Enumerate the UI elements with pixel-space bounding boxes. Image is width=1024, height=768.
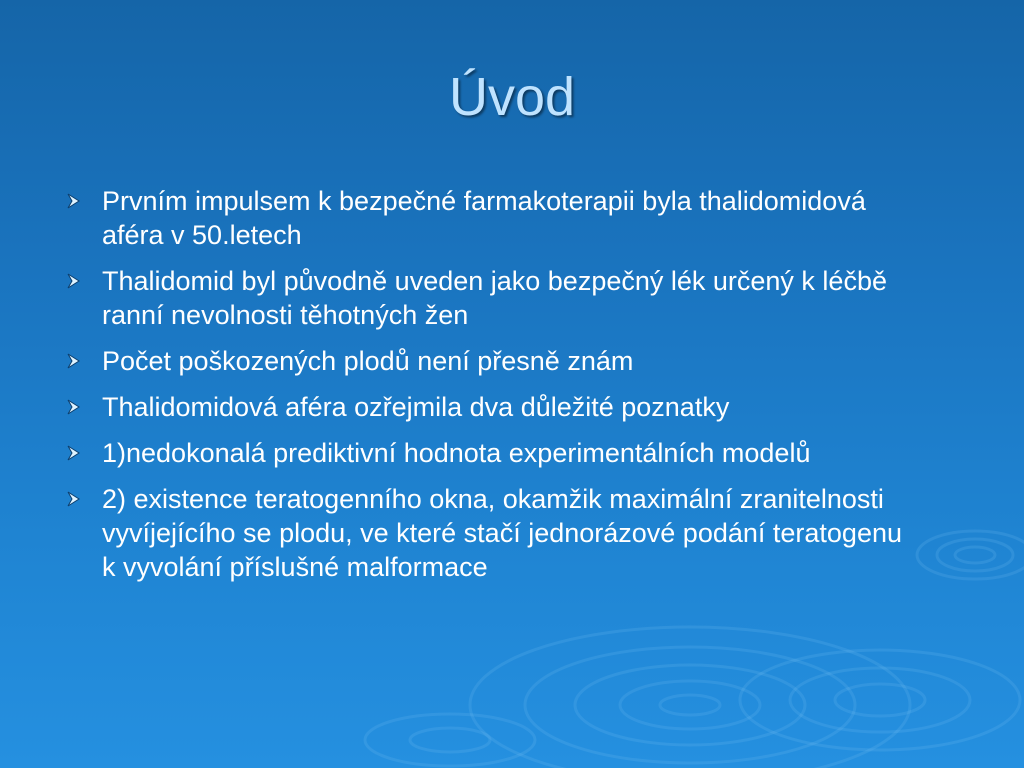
bullet-item [60,344,920,378]
bullet-item [60,264,920,332]
bullet-text: Thalidomid byl původně uveden jako bezpečný lék určený k léčbě ranní nevolnosti těhotných žen [102,266,887,330]
chevron-arrow-icon [64,192,82,210]
chevron-arrow-icon [64,444,82,462]
bullet-item [60,436,920,470]
bullet-text: 1)nedokonalá prediktivní hodnota experimentálních modelů [102,438,811,468]
chevron-arrow-icon [64,398,82,416]
chevron-arrow-icon [64,490,82,508]
bullet-item [60,482,920,584]
bullet-text: Počet poškozených plodů není přesně znám [102,346,634,376]
bullet-text: Prvním impulsem k bezpečné farmakoterapii byla thalidomidová aféra v 50.letech [102,186,866,250]
bullet-list [60,184,920,596]
bullet-item [60,390,920,424]
slide-title: Úvod [448,67,576,127]
chevron-arrow-icon [64,352,82,370]
bullet-text: Thalidomidová aféra ozřejmila dva důležité poznatky [102,392,730,422]
bullet-text: 2) existence teratogenního okna, okamžik maximální zranitelnosti vyvíjejícího se plodu, ve které stačí jednorázové podání teratogenu k vyvolání příslušné malformace [102,484,902,582]
bullet-item [60,184,920,252]
chevron-arrow-icon [64,272,82,290]
